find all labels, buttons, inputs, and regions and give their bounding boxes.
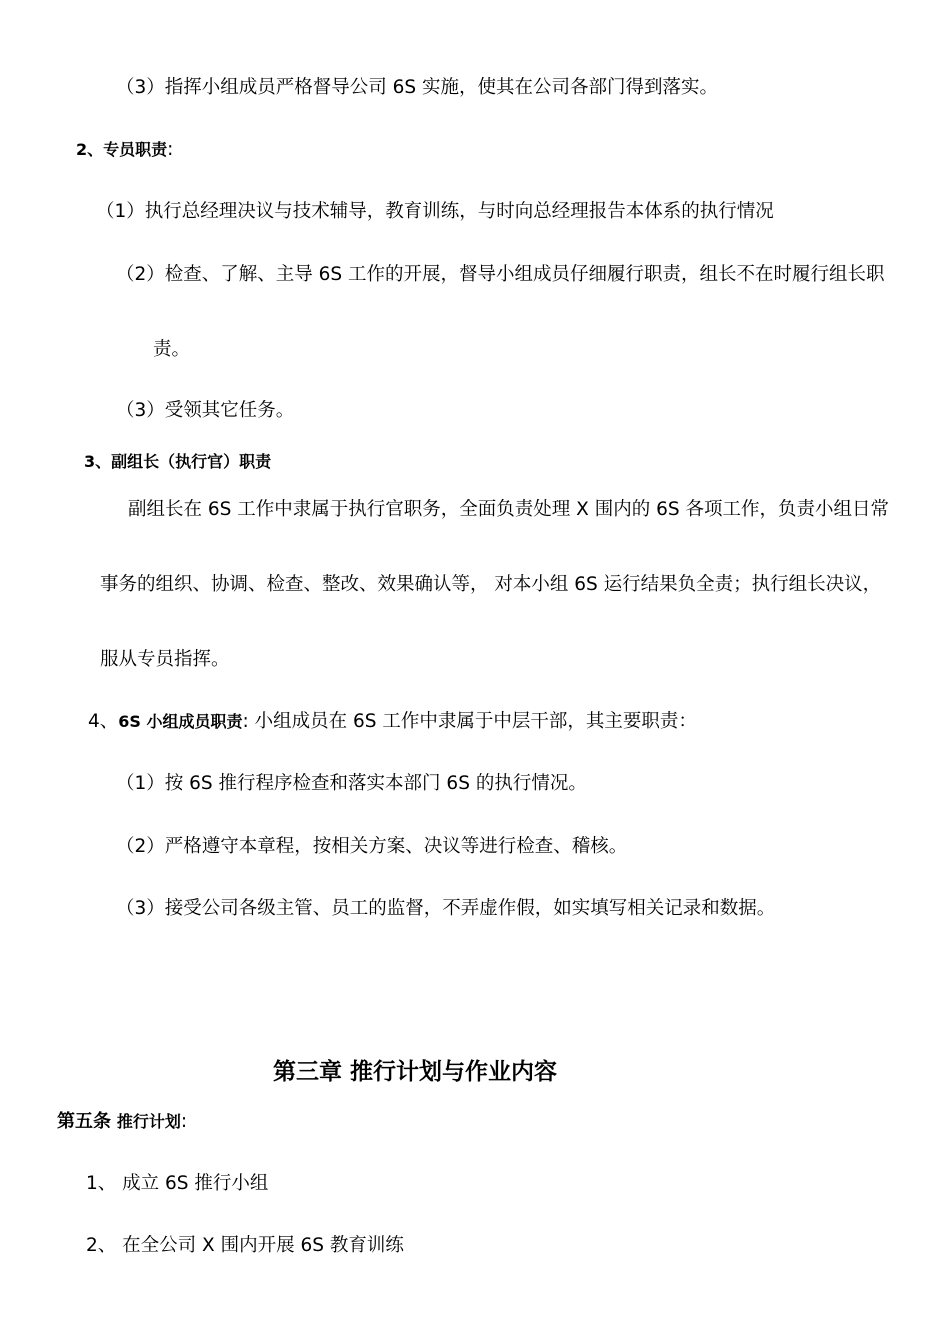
vice-leader-paragraph-line-2: 事务的组织、协调、检查、整改、效果确认等， 对本小组 6S 运行结果负全责；执行组长决议， bbox=[100, 574, 882, 595]
article-5-colon: : bbox=[180, 1111, 188, 1132]
specialist-duty-1: （1）执行总经理决议与技术辅导，教育训练，与时向总经理报告本体系的执行情况 bbox=[96, 201, 774, 222]
section-2-label: 2、专员职责 bbox=[76, 140, 168, 159]
section-2-heading bbox=[76, 138, 173, 162]
specialist-duty-2: （2）检查、了解、主导 6S 工作的开展，督导小组成员仔细履行职责，组长不在时履行组长职 bbox=[116, 264, 885, 285]
plan-item-2: 2、 在全公司 X 围内开展 6S 教育训练 bbox=[86, 1235, 404, 1256]
chapter-heading: 第三章 推行计划与作业内容 bbox=[273, 1059, 558, 1085]
article-5-number: 第五条 bbox=[57, 1111, 111, 1132]
plan-item-1: 1、 成立 6S 推行小组 bbox=[86, 1173, 269, 1194]
duty-leader-item-3: （3）指挥小组成员严格督导公司 6S 实施，使其在公司各部门得到落实。 bbox=[116, 77, 719, 98]
vice-leader-paragraph-line-3: 服从专员指挥。 bbox=[100, 649, 230, 670]
specialist-duty-3: （3）受领其它任务。 bbox=[116, 400, 295, 421]
section-4-prefix: 4、 bbox=[88, 711, 119, 732]
specialist-duty-2-continued: 责。 bbox=[153, 339, 191, 360]
member-duty-3: （3）接受公司各级主管、员工的监督，不弄虚作假，如实填写相关记录和数据。 bbox=[116, 898, 776, 919]
section-3-heading: 3、副组长（执行官）职责 bbox=[84, 452, 272, 471]
section-4-label: 6S 小组成员职责 bbox=[118, 712, 243, 731]
member-duty-1: （1）按 6S 推行程序检查和落实本部门 6S 的执行情况。 bbox=[116, 773, 587, 794]
section-2-colon: : bbox=[167, 139, 174, 160]
member-duty-2: （2）严格遵守本章程，按相关方案、决议等进行检查、稽核。 bbox=[116, 836, 628, 857]
vice-leader-paragraph-line-1: 副组长在 6S 工作中隶属于执行官职务，全面负责处理 X 围内的 6S 各项工作，负责小组日常 bbox=[128, 499, 889, 520]
section-4-heading bbox=[88, 710, 697, 734]
section-4-description: : 小组成员在 6S 工作中隶属于中层干部，其主要职责： bbox=[242, 711, 697, 732]
article-5-heading bbox=[57, 1110, 187, 1134]
article-5-title: 推行计划 bbox=[116, 1112, 181, 1131]
